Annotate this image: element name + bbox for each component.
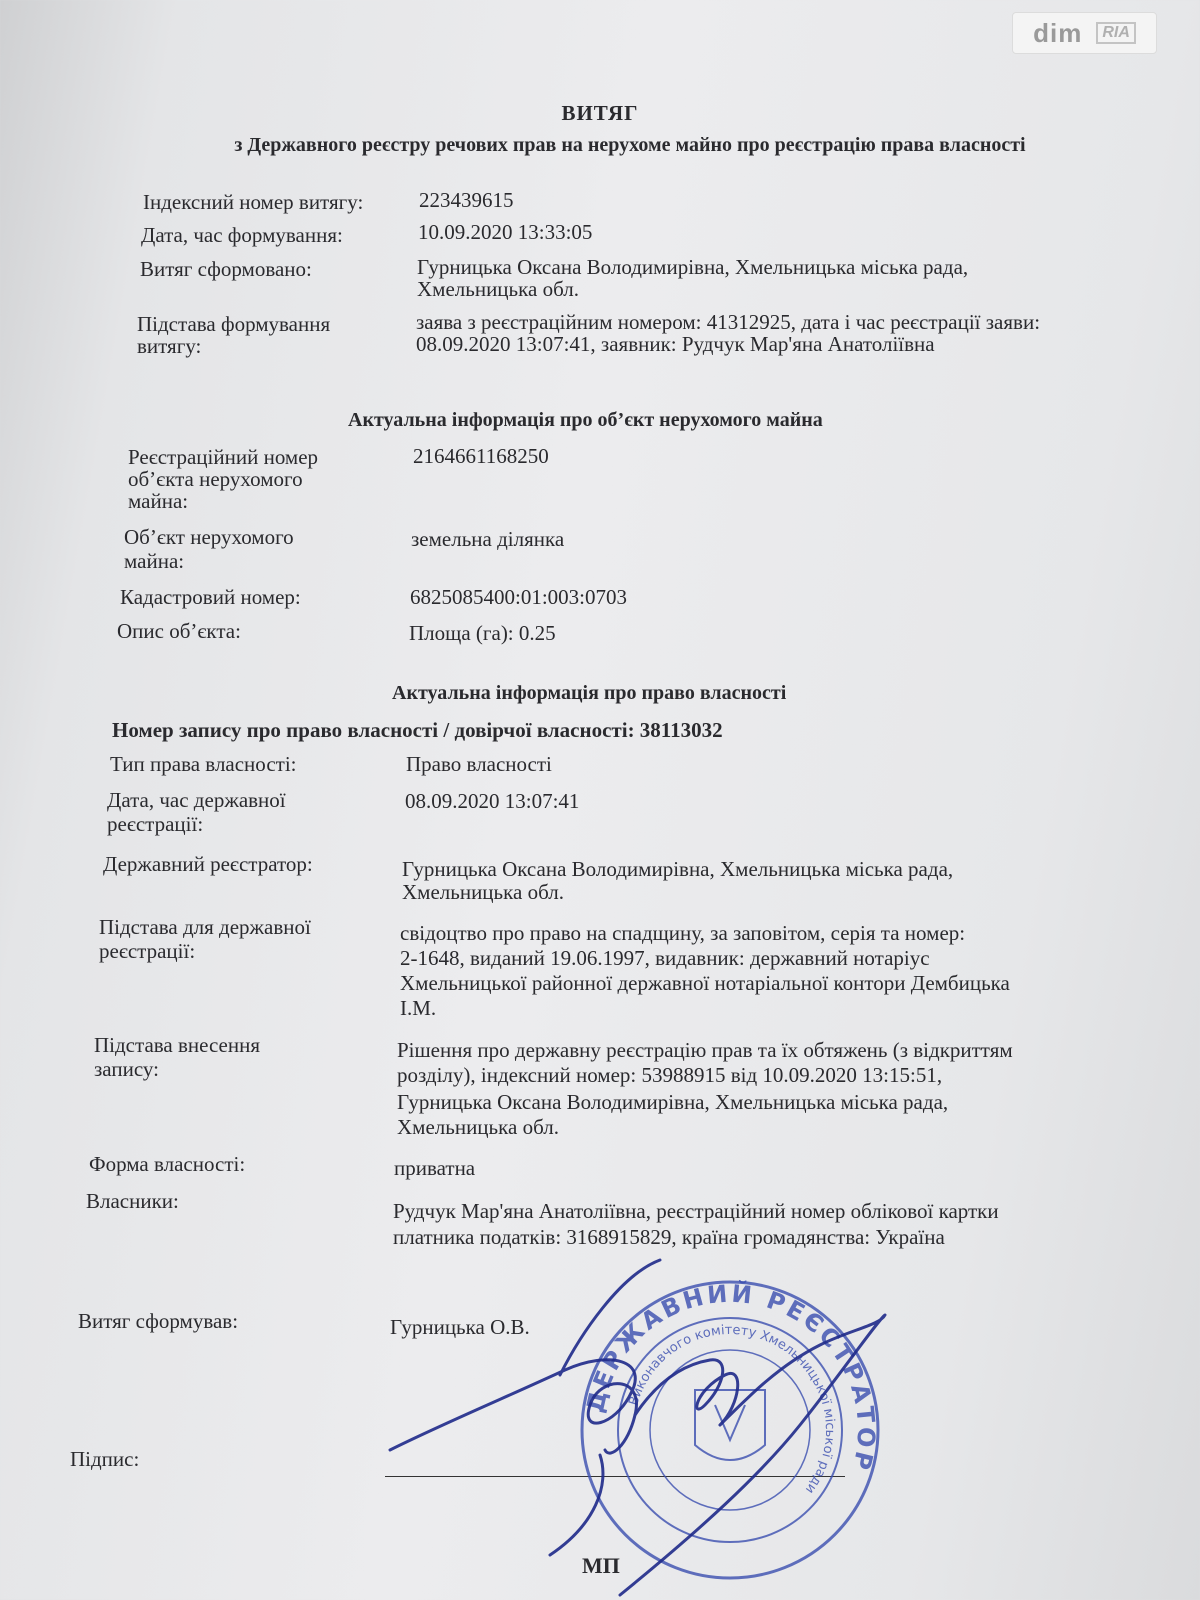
description-label: Опис об’єкта: bbox=[117, 619, 241, 643]
ownership-form-value: приватна bbox=[394, 1156, 476, 1180]
basis-label-line1: Підстава формування bbox=[137, 312, 331, 336]
registration-date-label-line2: реєстрації: bbox=[107, 812, 204, 836]
owners-value-line1: Рудчук Мар'яна Анатоліївна, реєстраційний номер облікової картки bbox=[393, 1199, 999, 1223]
cadastral-value: 6825085400:01:003:0703 bbox=[410, 585, 628, 609]
document-title: ВИТЯГ bbox=[561, 101, 639, 125]
stamp-inner-text: Виконавчого комітету Хмельницької міської ради bbox=[626, 1322, 838, 1497]
entry-basis-value-line3: Гурницька Оксана Володимирівна, Хмельницька міська рада, bbox=[397, 1090, 949, 1114]
object-type-label-line2: майна: bbox=[124, 549, 185, 573]
formed-by-value-line2: Хмельницька обл. bbox=[417, 277, 579, 301]
owners-value-line2: платника податків: 3168915829, країна громадянства: Україна bbox=[393, 1225, 945, 1249]
registration-basis-label-line2: реєстрації: bbox=[99, 939, 196, 963]
formed-by-footer-value: Гурницька О.В. bbox=[390, 1315, 530, 1339]
basis-label-line2: витягу: bbox=[137, 334, 202, 358]
index-number-label: Індексний номер витягу: bbox=[143, 190, 364, 214]
signature-label: Підпис: bbox=[70, 1447, 140, 1471]
watermark-dim-text: dim bbox=[1033, 17, 1083, 48]
ownership-section-heading: Актуальна інформація про право власності bbox=[392, 682, 787, 704]
formation-date-label: Дата, час формування: bbox=[141, 223, 343, 247]
object-reg-label-line1: Реєстраційний номер bbox=[128, 445, 319, 469]
description-value: Площа (га): 0.25 bbox=[409, 621, 556, 645]
registration-basis-label-line1: Підстава для державної bbox=[99, 915, 311, 939]
registration-basis-value-line4: І.М. bbox=[400, 996, 437, 1020]
handwritten-signature bbox=[380, 1255, 920, 1600]
record-number-heading: Номер запису про право власності / довірчої власності: 38113032 bbox=[112, 718, 723, 742]
owners-label: Власники: bbox=[86, 1189, 179, 1213]
object-reg-value: 2164661168250 bbox=[413, 444, 549, 468]
object-type-value: земельна ділянка bbox=[411, 527, 565, 551]
entry-basis-value-line2: розділу), індексний номер: 53988915 від 10.09.2020 13:15:51, bbox=[397, 1063, 943, 1087]
entry-basis-label-line2: запису: bbox=[94, 1057, 159, 1081]
registrar-label: Державний реєстратор: bbox=[103, 852, 313, 876]
ownership-type-value: Право власності bbox=[406, 752, 552, 776]
registration-date-label-line1: Дата, час державної bbox=[107, 788, 286, 812]
basis-value-line1: заява з реєстраційним номером: 41312925, дата і час реєстрації заяви: bbox=[416, 310, 1041, 334]
entry-basis-label-line1: Підстава внесення bbox=[94, 1033, 261, 1057]
object-section-heading: Актуальна інформація про об’єкт нерухомого майна bbox=[348, 409, 823, 431]
cadastral-label: Кадастровий номер: bbox=[120, 585, 301, 609]
dim-ria-watermark bbox=[1012, 12, 1157, 54]
registration-basis-value-line3: Хмельницької районної державної нотаріальної контори Дембицька bbox=[400, 971, 1010, 995]
formed-by-value-line1: Гурницька Оксана Володимирівна, Хмельницька міська рада, bbox=[417, 255, 969, 279]
formation-date-value: 10.09.2020 13:33:05 bbox=[418, 220, 593, 244]
index-number-value: 223439615 bbox=[419, 188, 514, 212]
basis-value-line2: 08.09.2020 13:07:41, заявник: Рудчук Мар'яна Анатоліївна bbox=[416, 332, 935, 356]
ownership-type-label: Тип права власності: bbox=[110, 752, 297, 776]
formed-by-footer-label: Витяг сформував: bbox=[78, 1309, 239, 1333]
registration-basis-value-line1: свідоцтво про право на спадщину, за заповітом, серія та номер: bbox=[400, 921, 966, 945]
registration-basis-value-line2: 2-1648, виданий 19.06.1997, видавник: державний нотаріус bbox=[400, 946, 930, 970]
entry-basis-value-line4: Хмельницька обл. bbox=[397, 1115, 559, 1139]
ownership-form-label: Форма власності: bbox=[89, 1152, 246, 1176]
registration-date-value: 08.09.2020 13:07:41 bbox=[405, 789, 580, 813]
document-subtitle: з Державного реєстру речових прав на нерухоме майно про реєстрацію права власності bbox=[234, 134, 1026, 156]
object-reg-label-line3: майна: bbox=[128, 489, 189, 513]
registrar-value-line1: Гурницька Оксана Володимирівна, Хмельницька міська рада, bbox=[402, 857, 954, 881]
entry-basis-value-line1: Рішення про державну реєстрацію прав та їх обтяжень (з відкриттям bbox=[397, 1038, 1013, 1062]
object-type-label-line1: Об’єкт нерухомого bbox=[124, 525, 294, 549]
object-reg-label-line2: об’єкта нерухомого bbox=[128, 467, 303, 491]
formed-by-label: Витяг сформовано: bbox=[140, 257, 312, 281]
registrar-value-line2: Хмельницька обл. bbox=[402, 880, 564, 904]
stamp-place-mp: МП bbox=[582, 1553, 620, 1578]
watermark-ria-logo: RIA bbox=[1096, 22, 1136, 44]
stamp-outer-text: ДЕРЖАВНИЙ РЕЄСТРАТОР bbox=[580, 1279, 881, 1476]
